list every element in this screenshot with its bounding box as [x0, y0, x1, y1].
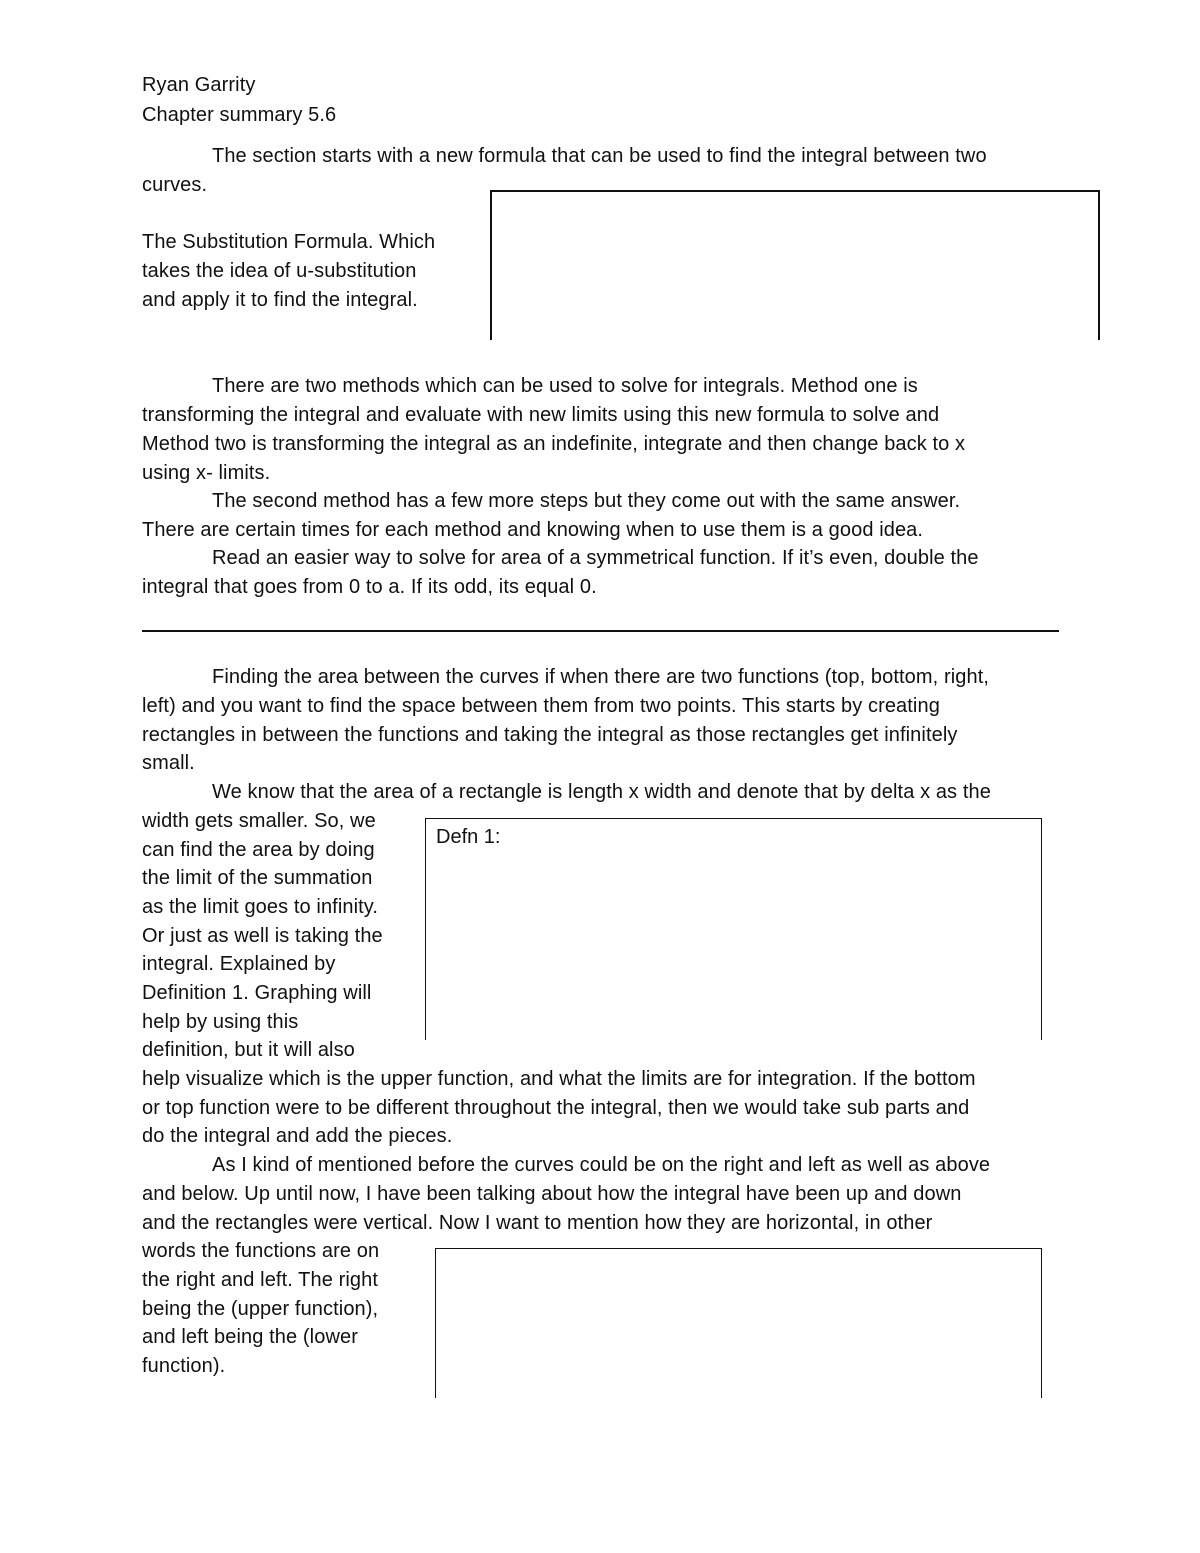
narrow-line-9: definition, but it will also: [142, 1039, 355, 1061]
area-line-3: rectangles in between the functions and taking the integral as those rectangles get infinitely: [142, 724, 958, 746]
symmetry-line-2: integral that goes from 0 to a. If its odd, its equal 0.: [142, 576, 597, 598]
narrow-line-5: Or just as well is taking the: [142, 925, 383, 947]
narrow-line-7: Definition 1. Graphing will: [142, 982, 372, 1004]
document-title: Chapter summary 5.6: [142, 104, 337, 126]
section-divider: [142, 630, 1059, 632]
author-name: Ryan Garrity: [142, 74, 256, 96]
definition-label: Defn 1:: [436, 826, 501, 848]
final-line-5: function).: [142, 1355, 226, 1377]
narrow-line-3: the limit of the summation: [142, 867, 373, 889]
area-line-2: left) and you want to find the space between them from two points. This starts by creating: [142, 695, 940, 717]
mention-line-1: As I kind of mentioned before the curves could be on the right and left as well as above: [212, 1154, 991, 1176]
area-line-4: small.: [142, 752, 195, 774]
substitution-line-2: takes the idea of u-substitution: [142, 260, 417, 282]
final-line-2: the right and left. The right: [142, 1269, 379, 1291]
methods-line-4: using x- limits.: [142, 462, 271, 484]
formula-image-frame: [490, 190, 1100, 340]
final-line-1: words the functions are on: [142, 1240, 380, 1262]
substitution-line-3: and apply it to find the integral.: [142, 289, 418, 311]
area-line-1: Finding the area between the curves if when there are two functions (top, bottom, right,: [212, 666, 990, 688]
wide-line-1: help visualize which is the upper function, and what the limits are for integration. If the bottom: [142, 1068, 976, 1090]
definition-box: [425, 818, 1042, 1040]
methods-line-1: There are two methods which can be used to solve for integrals. Method one is: [212, 375, 918, 397]
narrow-line-2: can find the area by doing: [142, 839, 375, 861]
intro-line-1: The section starts with a new formula that can be used to find the integral between two: [212, 145, 987, 167]
narrow-line-8: help by using this: [142, 1011, 299, 1033]
symmetry-line-1: Read an easier way to solve for area of a symmetrical function. If it’s even, double the: [212, 547, 979, 569]
methods-line-3: Method two is transforming the integral as an indefinite, integrate and then change back to x: [142, 433, 966, 455]
final-line-4: and left being the (lower: [142, 1326, 358, 1348]
mention-line-2: and below. Up until now, I have been talking about how the integral have been up and down: [142, 1183, 962, 1205]
narrow-line-4: as the limit goes to infinity.: [142, 896, 379, 918]
second-method-line-1: The second method has a few more steps but they come out with the same answer.: [212, 490, 961, 512]
wide-line-2: or top function were to be different throughout the integral, then we would take sub parts and: [142, 1097, 970, 1119]
methods-line-2: transforming the integral and evaluate with new limits using this new formula to solve and: [142, 404, 940, 426]
rectangle-line: We know that the area of a rectangle is length x width and denote that by delta x as the: [212, 781, 991, 803]
mention-line-3: and the rectangles were vertical. Now I want to mention how they are horizontal, in other: [142, 1212, 933, 1234]
wide-line-3: do the integral and add the pieces.: [142, 1125, 453, 1147]
second-method-line-2: There are certain times for each method and knowing when to use them is a good idea.: [142, 519, 924, 541]
narrow-line-1: width gets smaller. So, we: [142, 810, 376, 832]
narrow-line-6: integral. Explained by: [142, 953, 336, 975]
final-line-3: being the (upper function),: [142, 1298, 379, 1320]
horizontal-graph-frame: [435, 1248, 1042, 1398]
intro-line-2: curves.: [142, 174, 208, 196]
substitution-line-1: The Substitution Formula. Which: [142, 231, 436, 253]
